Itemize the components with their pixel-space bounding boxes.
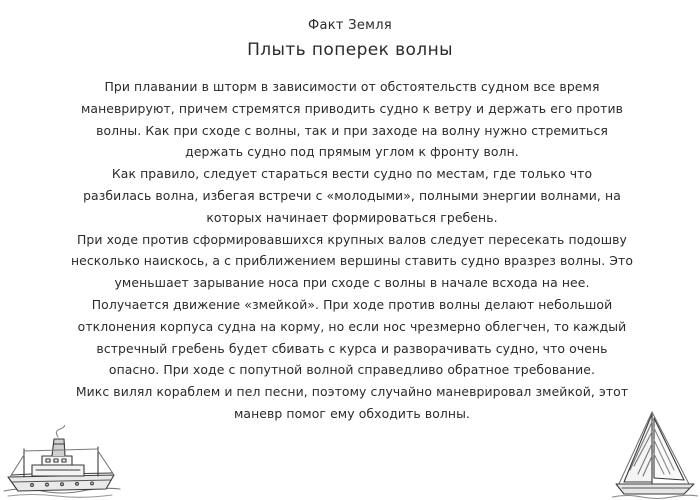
text-line: волны. Как при сходе с волны, так и при заходе на волну нужно стремиться [96, 122, 608, 138]
text-line: При плавании в шторм в зависимости от обстоятельств судном все время [104, 79, 600, 94]
text-line: Микс вилял кораблем и пел песни, поэтому случайно маневрировал змейкой, этот [75, 384, 629, 400]
fact-label: Факт Земля [308, 18, 392, 33]
page-title: Плыть поперек волны [247, 40, 453, 60]
text-line: встречный гребень будет сбивать с курса и разворачивать судно, что очень [96, 340, 608, 356]
text-line: которых начинает формироваться гребень. [206, 209, 498, 225]
text-line: отклонения корпуса судна на корму, но если нос чрезмерно облегчен, то каждый [77, 318, 627, 334]
text-line: опасно. При ходе с попутной волной справедливо обратное требование. [108, 362, 596, 378]
steamship-illustration [2, 425, 122, 500]
text-line: разбилась волна, избегая встречи с «молодыми», полными энергии волнами, на [83, 187, 621, 203]
body-text [52, 76, 652, 425]
sailboat-illustration [612, 408, 698, 500]
text-line: При ходе против сформировавшихся крупных валов следует пересекать подошву [77, 231, 627, 247]
text-line: уменьшает зарывание носа при сходе с волны в начале всхода на нее. [114, 275, 590, 291]
text-line: несколько наискось, а с приближением вершины ставить судно вразрез волны. Это [70, 253, 634, 269]
text-line: маневр помог ему обходить волны. [233, 405, 471, 421]
text-line: держать судно под прямым углом к фронту волн. [185, 144, 519, 160]
text-line: Получается движение «змейкой». При ходе против волны делают небольшой [91, 296, 613, 312]
text-line: маневрируют, причем стремятся приводить судно к ветру и держать его против [80, 100, 624, 116]
text-line: Как правило, следует стараться вести судно по местам, где только что [111, 166, 593, 182]
